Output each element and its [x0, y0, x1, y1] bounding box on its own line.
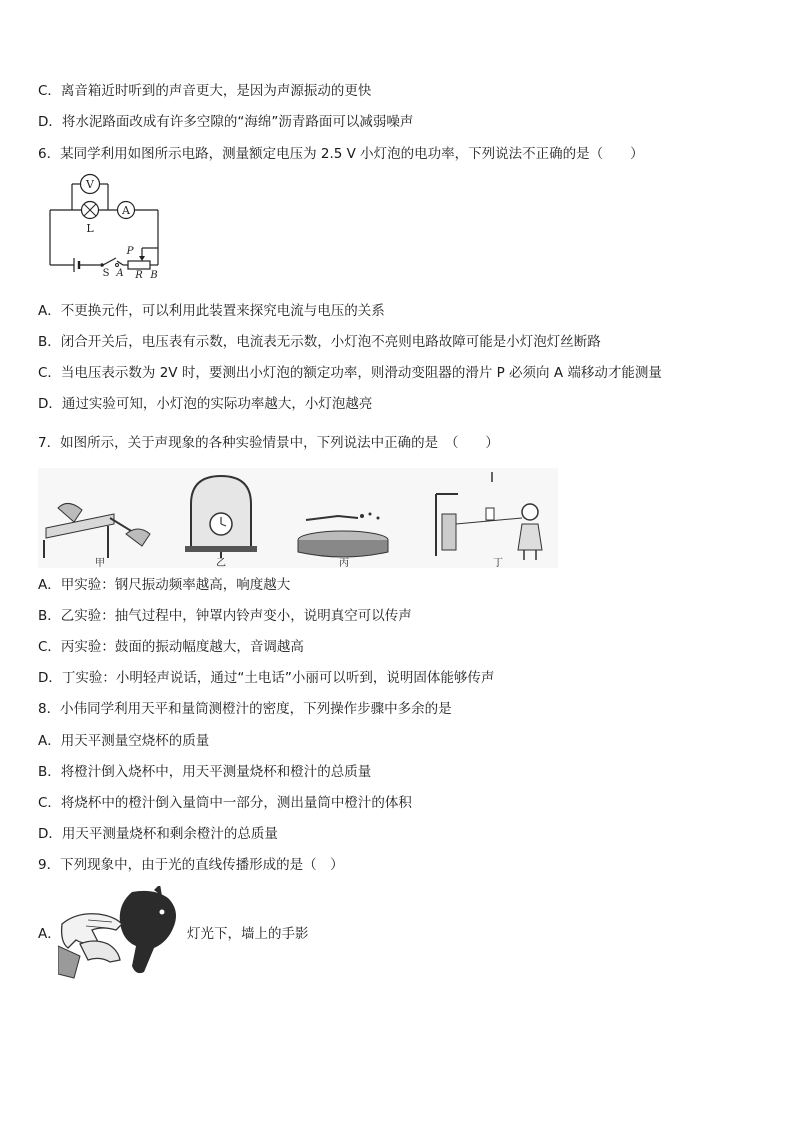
q9-option-a-caption: 灯光下，墙上的手影: [187, 926, 309, 942]
slider-label: P: [126, 245, 134, 257]
rheostat-icon: [128, 261, 150, 269]
q5-option-c: C．离音箱近时听到的声音更大，是因为声源振动的更快: [38, 83, 372, 99]
q8-option-a: A．用天平测量空烧杯的质量: [38, 733, 210, 749]
lamp-label: L: [86, 222, 94, 235]
q6-circuit-diagram: [44, 172, 170, 280]
q8-option-c: C．将烧杯中的橙汁倒入量筒中一部分，测出量筒中橙汁的体积: [38, 795, 412, 811]
fig-label-bing: 丙: [339, 558, 349, 568]
q8-option-b: B．将橙汁倒入烧杯中，用天平测量烧杯和橙汁的总质量: [38, 764, 372, 780]
fig-label-ding: 丁: [493, 558, 503, 568]
end-a-label: A: [116, 268, 124, 279]
q7-option-a: A．甲实验：钢尺振动频率越高，响度越大: [38, 577, 291, 593]
q7-stem: 7．如图所示，关于声现象的各种实验情景中，下列说法中正确的是 （ ）: [38, 435, 499, 451]
q7-option-c: C．丙实验：鼓面的振动幅度越大，音调越高: [38, 639, 304, 655]
q6-option-a: A．不更换元件，可以利用此装置来探究电流与电压的关系: [38, 303, 385, 319]
svg-text:V: V: [86, 178, 94, 191]
q6-option-c: C．当电压表示数为 2V 时，要测出小灯泡的额定功率，则滑动变阻器的滑片 P 必须向 A 端移动才能测量: [38, 365, 662, 381]
switch-label: S: [102, 268, 110, 279]
lamp-icon: [82, 202, 99, 219]
resistor-label: R: [135, 270, 143, 280]
q5-option-d: D．将水泥路面改成有许多空隙的“海绵”沥青路面可以减弱噪声: [38, 114, 414, 130]
q7-option-d: D．丁实验：小明轻声说话，通过“土电话”小丽可以听到，说明固体能够传声: [38, 670, 495, 686]
q8-option-d: D．用天平测量烧杯和剩余橙汁的总质量: [38, 826, 278, 842]
q8-stem: 8．小伟同学利用天平和量筒测橙汁的密度，下列操作步骤中多余的是: [38, 701, 452, 717]
q9-stem: 9．下列现象中，由于光的直线传播形成的是（ ）: [38, 857, 344, 873]
q7-option-b: B．乙实验：抽气过程中，钟罩内铃声变小，说明真空可以传声: [38, 608, 412, 624]
q9-option-a-letter: A．: [38, 926, 61, 942]
svg-text:A: A: [122, 204, 130, 217]
hand-shadow-image: [58, 886, 184, 982]
fig-label-jia: 甲: [95, 558, 105, 568]
voltmeter-icon: [81, 175, 100, 194]
q6-option-d: D．通过实验可知，小灯泡的实际功率越大，小灯泡越亮: [38, 396, 373, 412]
q6-option-b: B．闭合开关后，电压表有示数，电流表无示数，小灯泡不亮则电路故障可能是小灯泡灯丝断路: [38, 334, 601, 350]
q7-experiments-figure: [38, 468, 558, 568]
q6-stem: 6．某同学利用如图所示电路，测量额定电压为 2.5 V 小灯泡的电功率，下列说法不正确的是（ ）: [38, 146, 644, 162]
switch-icon: [100, 263, 104, 267]
ammeter-icon: [118, 202, 135, 219]
battery-icon: [74, 258, 79, 272]
bell-jar-illustration: [185, 476, 257, 558]
fig-label-yi: 乙: [216, 558, 226, 568]
end-b-label: B: [150, 270, 158, 280]
